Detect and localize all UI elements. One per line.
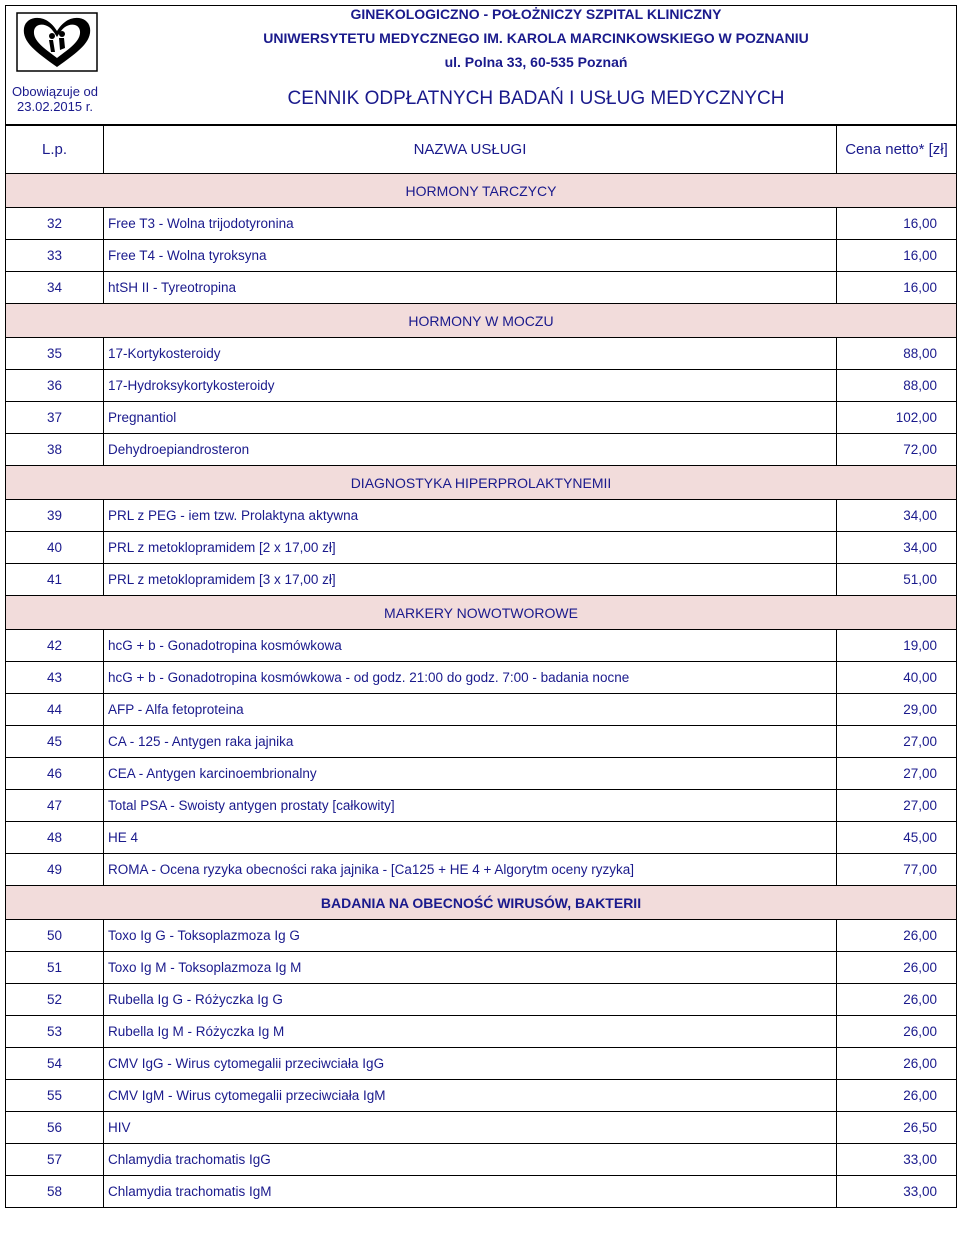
table-row <box>6 1080 957 1112</box>
section-title: BADANIA NA OBECNOŚĆ WIRUSÓW, BAKTERII <box>6 886 957 920</box>
column-header-name: NAZWA USŁUGI <box>104 126 837 174</box>
service-name: Toxo Ig M - Toksoplazmoza Ig M <box>104 952 837 984</box>
section-title: HORMONY TARCZYCY <box>6 174 957 208</box>
service-price: 88,00 <box>837 370 957 402</box>
service-price: 33,00 <box>837 1176 957 1208</box>
service-name: Chlamydia trachomatis IgM <box>104 1176 837 1208</box>
row-number: 47 <box>6 790 104 822</box>
service-name: Rubella Ig G - Różyczka Ig G <box>104 984 837 1016</box>
service-price: 72,00 <box>837 434 957 466</box>
section-header-row <box>6 304 957 338</box>
service-name: CMV IgM - Wirus cytomegalii przeciwciała IgM <box>104 1080 837 1112</box>
table-row <box>6 500 957 532</box>
valid-from <box>6 84 104 114</box>
service-name: Chlamydia trachomatis IgG <box>104 1144 837 1176</box>
service-price: 40,00 <box>837 662 957 694</box>
row-number: 48 <box>6 822 104 854</box>
service-name: Dehydroepiandrosteron <box>104 434 837 466</box>
row-number: 52 <box>6 984 104 1016</box>
row-number: 39 <box>6 500 104 532</box>
section-title: HORMONY W MOCZU <box>6 304 957 338</box>
service-price: 88,00 <box>837 338 957 370</box>
service-price: 29,00 <box>837 694 957 726</box>
row-number: 37 <box>6 402 104 434</box>
row-number: 33 <box>6 240 104 272</box>
page-title: CENNIK ODPŁATNYCH BADAŃ I USŁUG MEDYCZNYCH <box>287 88 785 109</box>
row-number: 43 <box>6 662 104 694</box>
table-row <box>6 370 957 402</box>
table-row <box>6 952 957 984</box>
table-row <box>6 402 957 434</box>
service-name: hcG + b - Gonadotropina kosmówkowa - od godz. 21:00 do godz. 7:00 - badania nocne <box>104 662 837 694</box>
service-name: CA - 125 - Antygen raka jajnika <box>104 726 837 758</box>
service-price: 16,00 <box>837 240 957 272</box>
service-name: Total PSA - Swoisty antygen prostaty [całkowity] <box>104 790 837 822</box>
row-number: 54 <box>6 1048 104 1080</box>
price-list-document <box>5 5 957 1208</box>
row-number: 45 <box>6 726 104 758</box>
service-price: 34,00 <box>837 500 957 532</box>
row-number: 57 <box>6 1144 104 1176</box>
service-price: 102,00 <box>837 402 957 434</box>
section-header-row <box>6 466 957 500</box>
table-row <box>6 338 957 370</box>
service-price: 77,00 <box>837 854 957 886</box>
service-price: 26,00 <box>837 1048 957 1080</box>
service-name: Toxo Ig G - Toksoplazmoza Ig G <box>104 920 837 952</box>
section-header-row <box>6 886 957 920</box>
table-row <box>6 532 957 564</box>
row-number: 40 <box>6 532 104 564</box>
service-name: AFP - Alfa fetoproteina <box>104 694 837 726</box>
service-price: 51,00 <box>837 564 957 596</box>
heart-mother-child-logo-icon <box>16 12 98 72</box>
row-number: 44 <box>6 694 104 726</box>
table-row <box>6 854 957 886</box>
service-name: htSH II - Tyreotropina <box>104 272 837 304</box>
section-title: DIAGNOSTYKA HIPERPROLAKTYNEMII <box>6 466 957 500</box>
row-number: 53 <box>6 1016 104 1048</box>
service-name: PRL z metoklopramidem [3 x 17,00 zł] <box>104 564 837 596</box>
table-row <box>6 1016 957 1048</box>
row-number: 38 <box>6 434 104 466</box>
service-name: ROMA - Ocena ryzyka obecności raka jajnika - [Ca125 + HE 4 + Algorytm oceny ryzyka] <box>104 854 837 886</box>
service-price: 45,00 <box>837 822 957 854</box>
table-row <box>6 920 957 952</box>
table-row <box>6 822 957 854</box>
service-name: Free T4 - Wolna tyroksyna <box>104 240 837 272</box>
row-number: 55 <box>6 1080 104 1112</box>
row-number: 50 <box>6 920 104 952</box>
service-name: CMV IgG - Wirus cytomegalii przeciwciała IgG <box>104 1048 837 1080</box>
service-price: 27,00 <box>837 726 957 758</box>
table-row <box>6 1176 957 1208</box>
hospital-name-line2: UNIWERSYTETU MEDYCZNEGO IM. KAROLA MARCINKOWSKIEGO W POZNANIU <box>263 30 809 46</box>
service-name: HE 4 <box>104 822 837 854</box>
table-row <box>6 1112 957 1144</box>
document-header <box>5 5 957 125</box>
table-row <box>6 758 957 790</box>
service-name: Free T3 - Wolna trijodotyronina <box>104 208 837 240</box>
service-price: 26,00 <box>837 1016 957 1048</box>
row-number: 34 <box>6 272 104 304</box>
service-name: Pregnantiol <box>104 402 837 434</box>
service-price: 34,00 <box>837 532 957 564</box>
table-row <box>6 694 957 726</box>
valid-from-date: 23.02.2015 r. <box>17 99 93 114</box>
service-name: HIV <box>104 1112 837 1144</box>
table-row <box>6 240 957 272</box>
service-price: 26,00 <box>837 1080 957 1112</box>
row-number: 56 <box>6 1112 104 1144</box>
section-header-row <box>6 596 957 630</box>
table-row <box>6 1144 957 1176</box>
service-name: PRL z PEG - iem tzw. Prolaktyna aktywna <box>104 500 837 532</box>
row-number: 35 <box>6 338 104 370</box>
price-table <box>5 125 957 1208</box>
service-name: Rubella Ig M - Różyczka Ig M <box>104 1016 837 1048</box>
service-price: 16,00 <box>837 208 957 240</box>
service-price: 27,00 <box>837 758 957 790</box>
service-price: 27,00 <box>837 790 957 822</box>
table-header-row <box>6 126 957 174</box>
table-row <box>6 564 957 596</box>
section-title: MARKERY NOWOTWOROWE <box>6 596 957 630</box>
row-number: 49 <box>6 854 104 886</box>
service-name: CEA - Antygen karcinoembrionalny <box>104 758 837 790</box>
section-header-row <box>6 174 957 208</box>
service-price: 26,00 <box>837 920 957 952</box>
row-number: 51 <box>6 952 104 984</box>
row-number: 32 <box>6 208 104 240</box>
valid-from-label: Obowiązuje od <box>12 84 98 99</box>
service-name: 17-Hydroksykortykosteroidy <box>104 370 837 402</box>
table-row <box>6 984 957 1016</box>
row-number: 58 <box>6 1176 104 1208</box>
row-number: 41 <box>6 564 104 596</box>
service-name: 17-Kortykosteroidy <box>104 338 837 370</box>
row-number: 46 <box>6 758 104 790</box>
table-row <box>6 208 957 240</box>
service-name: hcG + b - Gonadotropina kosmówkowa <box>104 630 837 662</box>
table-row <box>6 1048 957 1080</box>
table-row <box>6 662 957 694</box>
row-number: 42 <box>6 630 104 662</box>
table-row <box>6 272 957 304</box>
hospital-address: ul. Polna 33, 60-535 Poznań <box>444 54 628 70</box>
table-row <box>6 790 957 822</box>
service-price: 33,00 <box>837 1144 957 1176</box>
table-row <box>6 630 957 662</box>
row-number: 36 <box>6 370 104 402</box>
service-price: 19,00 <box>837 630 957 662</box>
column-header-price: Cena netto* [zł] <box>837 126 957 174</box>
table-row <box>6 434 957 466</box>
service-price: 26,00 <box>837 984 957 1016</box>
table-row <box>6 726 957 758</box>
hospital-name-line1: GINEKOLOGICZNO - POŁOŻNICZY SZPITAL KLINICZNY <box>350 6 722 22</box>
service-name: PRL z metoklopramidem [2 x 17,00 zł] <box>104 532 837 564</box>
column-header-lp: L.p. <box>6 126 104 174</box>
service-price: 26,50 <box>837 1112 957 1144</box>
service-price: 16,00 <box>837 272 957 304</box>
service-price: 26,00 <box>837 952 957 984</box>
